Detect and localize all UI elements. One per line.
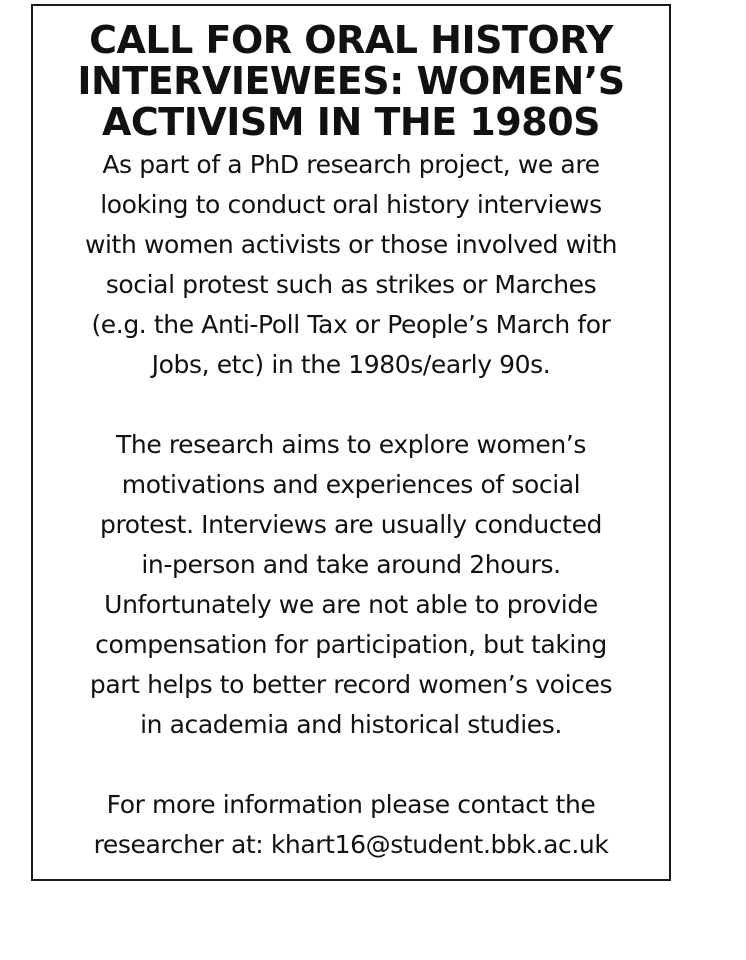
- text-line: social protest such as strikes or Marches: [105, 270, 597, 299]
- text-line: in academia and historical studies.: [140, 710, 562, 739]
- contact-email: khart16@student.bbk.ac.uk: [270, 830, 609, 859]
- text-line: Jobs, etc) in the 1980s/early 90s.: [151, 350, 551, 379]
- title-line: ACTIVISM IN THE 1980S: [101, 100, 601, 144]
- text-line: For more information please contact the: [106, 790, 596, 819]
- text-line: with women activists or those involved with: [84, 230, 618, 259]
- title-line: INTERVIEWEES: WOMEN’S: [77, 59, 625, 103]
- text-line: (e.g. the Anti-Poll Tax or People’s March for: [91, 310, 611, 339]
- text-line: motivations and experiences of social: [121, 470, 581, 499]
- project-description-paragraph: [37, 145, 665, 385]
- contact-line: [37, 825, 665, 865]
- contact-prefix: researcher at:: [93, 830, 271, 859]
- text-line: As part of a PhD research project, we are: [102, 150, 600, 179]
- text-line: Unfortunately we are not able to provide: [104, 590, 598, 619]
- notice-title: [37, 20, 665, 143]
- title-line: CALL FOR ORAL HISTORY: [89, 18, 613, 62]
- text-line: looking to conduct oral history interviews: [100, 190, 602, 219]
- text-line: in-person and take around 2hours.: [141, 550, 561, 579]
- contact-paragraph: [37, 785, 665, 865]
- text-line: part helps to better record women’s voices: [89, 670, 613, 699]
- research-aims-paragraph: [37, 425, 665, 745]
- text-line: The research aims to explore women’s: [116, 430, 586, 459]
- recruitment-notice: [31, 4, 671, 881]
- text-line: protest. Interviews are usually conducted: [99, 510, 603, 539]
- text-line: compensation for participation, but taking: [95, 630, 607, 659]
